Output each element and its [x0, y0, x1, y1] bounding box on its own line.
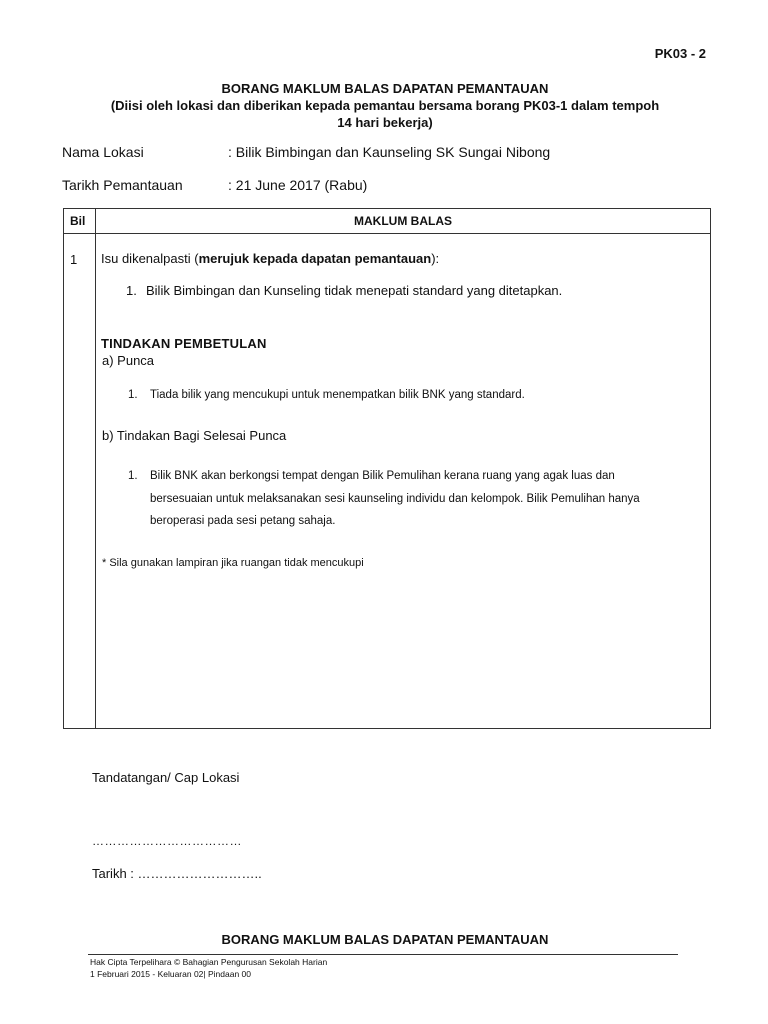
row-number: 1 — [70, 252, 78, 267]
title-line-3: 14 hari bekerja) — [337, 115, 433, 130]
isu-item — [126, 283, 562, 298]
tindakan-item-line-3: beroperasi pada sesi petang sahaja. — [150, 515, 336, 527]
footer-copyright: Hak Cipta Terpelihara © Bahagian Pengurusan Sekolah Harian — [90, 957, 328, 967]
title-line-2: (Diisi oleh lokasi dan diberikan kepada pemantau bersama borang PK03-1 dalam tempoh — [110, 98, 660, 113]
tindakan-item — [128, 465, 698, 533]
tarikh-pemantauan-value: : 21 June 2017 (Rabu) — [228, 177, 368, 193]
footer-title: BORANG MAKLUM BALAS DAPATAN PEMANTAUAN — [221, 932, 549, 947]
signature-tarikh: Tarikh : ……………………….. — [92, 866, 262, 881]
tindakan-item-line-2: bersesuaian untuk melaksanakan sesi kaunseling individu dan kelompok. Bilik Pemulihan hanya — [150, 492, 640, 505]
punca-item — [128, 389, 525, 401]
tindakan-item-text-1: Bilik BNK akan berkongsi tempat dengan Bilik Pemulihan kerana ruang yang agak luas dan — [150, 470, 615, 482]
punca-item-number: 1. — [128, 389, 138, 401]
footer-divider — [88, 954, 678, 955]
tindakan-bagi-selesai-label: b) Tindakan Bagi Selesai Punca — [102, 428, 287, 443]
title-line-1: BORANG MAKLUM BALAS DAPATAN PEMANTAUAN — [221, 81, 549, 96]
isu-item-number: 1. — [126, 283, 137, 298]
isu-suffix: ): — [431, 251, 440, 266]
tindakan-item-number: 1. — [128, 470, 138, 482]
header-maklum-balas: MAKLUM BALAS — [354, 214, 452, 228]
signature-label: Tandatangan/ Cap Lokasi — [92, 770, 240, 785]
field-nama-lokasi — [62, 144, 550, 160]
isu-item-text: Bilik Bimbingan dan Kunseling tidak menepati standard yang ditetapkan. — [146, 283, 563, 298]
tindakan-item-line-1 — [128, 465, 698, 488]
punca-label: a) Punca — [102, 353, 155, 368]
form-code: PK03 - 2 — [654, 46, 706, 61]
form-title — [60, 80, 710, 131]
isu-dikenalpasti — [101, 251, 439, 266]
tarikh-pemantauan-label: Tarikh Pemantauan — [62, 177, 183, 193]
lampiran-note: * Sila gunakan lampiran jika ruangan tidak mencukupi — [102, 557, 364, 569]
signature-line: ……………………………… — [92, 834, 242, 848]
nama-lokasi-value: : Bilik Bimbingan dan Kaunseling SK Sungai Nibong — [228, 144, 551, 160]
punca-item-text: Tiada bilik yang mencukupi untuk menempatkan bilik BNK yang standard. — [150, 389, 525, 401]
field-tarikh-pemantauan — [62, 177, 367, 193]
nama-lokasi-label: Nama Lokasi — [62, 144, 144, 160]
footer-version: 1 Februari 2015 - Keluaran 02| Pindaan 00 — [90, 969, 251, 979]
header-bil: Bil — [70, 214, 86, 228]
isu-bold: merujuk kepada dapatan pemantauan — [198, 251, 432, 266]
isu-prefix: Isu dikenalpasti ( — [101, 251, 199, 266]
maklum-balas-content — [96, 234, 710, 728]
tindakan-pembetulan-title: TINDAKAN PEMBETULAN — [101, 336, 267, 351]
maklum-balas-table — [63, 208, 711, 729]
